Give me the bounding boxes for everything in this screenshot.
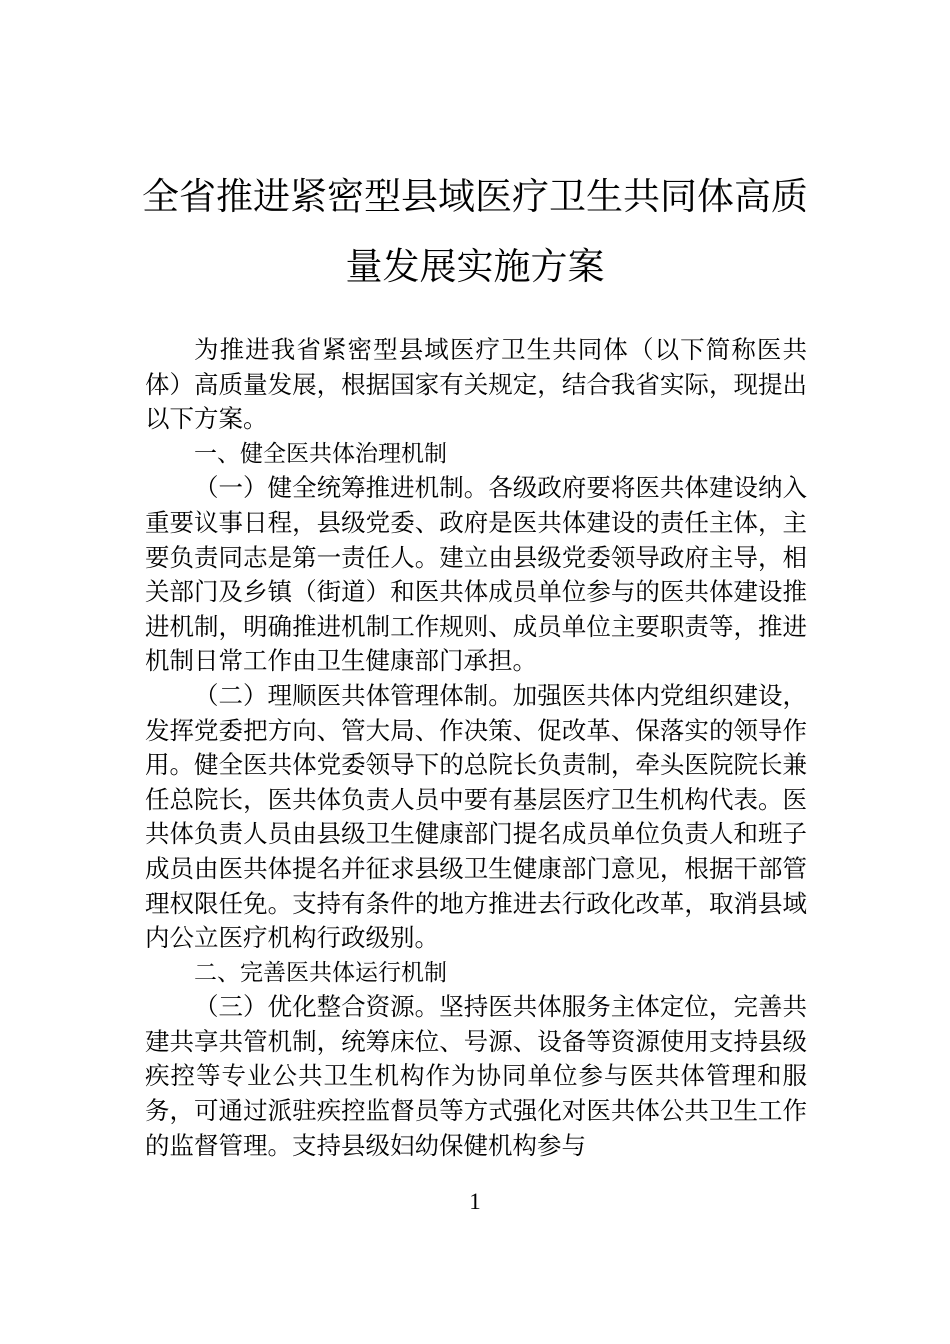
page-number: 1 xyxy=(469,1189,481,1214)
document-title-line-2: 量发展实施方案 xyxy=(345,245,605,288)
paragraph-2: （二）理顺医共体管理体制。加强医共体内党组织建设，发挥党委把方向、管大局、作决策、促改革、保落实的领导作用。健全医共体党委领导下的总院长负责制，牵头医院院长兼任总院长，医共体负责人员中要有基层医疗卫生机构代表。医共体负责人员由县级卫生健康部门提名成员单位负责人和班子成员由医共体提名并征求县级卫生健康部门意见，根据干部管理权限任免。支持有条件的地方推进去行政化改革，取消县域内公立医疗机构行政级别。 xyxy=(145,680,807,953)
document-title-line-1: 全省推进紧密型县域医疗卫生共同体高质 xyxy=(142,175,808,218)
section-heading-2: 二、完善医共体运行机制 xyxy=(194,959,447,986)
document-body xyxy=(145,333,807,1163)
section-heading-1: 一、健全医共体治理机制 xyxy=(194,440,447,467)
paragraph-3: （三）优化整合资源。坚持医共体服务主体定位，完善共建共享共管机制，统筹床位、号源、设备等资源使用支持县级疾控等专业公共卫生机构作为协同单位参与医共体管理和服务，可通过派驻疾控监督员等方式强化对医共体公共卫生工作的监督管理。支持县级妇幼保健机构参与 xyxy=(145,992,807,1160)
intro-paragraph: 为推进我省紧密型县域医疗卫生共同体（以下简称医共体）高质量发展，根据国家有关规定，结合我省实际，现提出以下方案。 xyxy=(145,335,807,434)
paragraph-1: （一）健全统筹推进机制。各级政府要将医共体建设纳入重要议事日程，县级党委、政府是医共体建设的责任主体，主要负责同志是第一责任人。建立由县级党委领导政府主导，相关部门及乡镇（街道）和医共体成员单位参与的医共体建设推进机制，明确推进机制工作规则、成员单位主要职责等，推进机制日常工作由卫生健康部门承担。 xyxy=(145,473,807,676)
